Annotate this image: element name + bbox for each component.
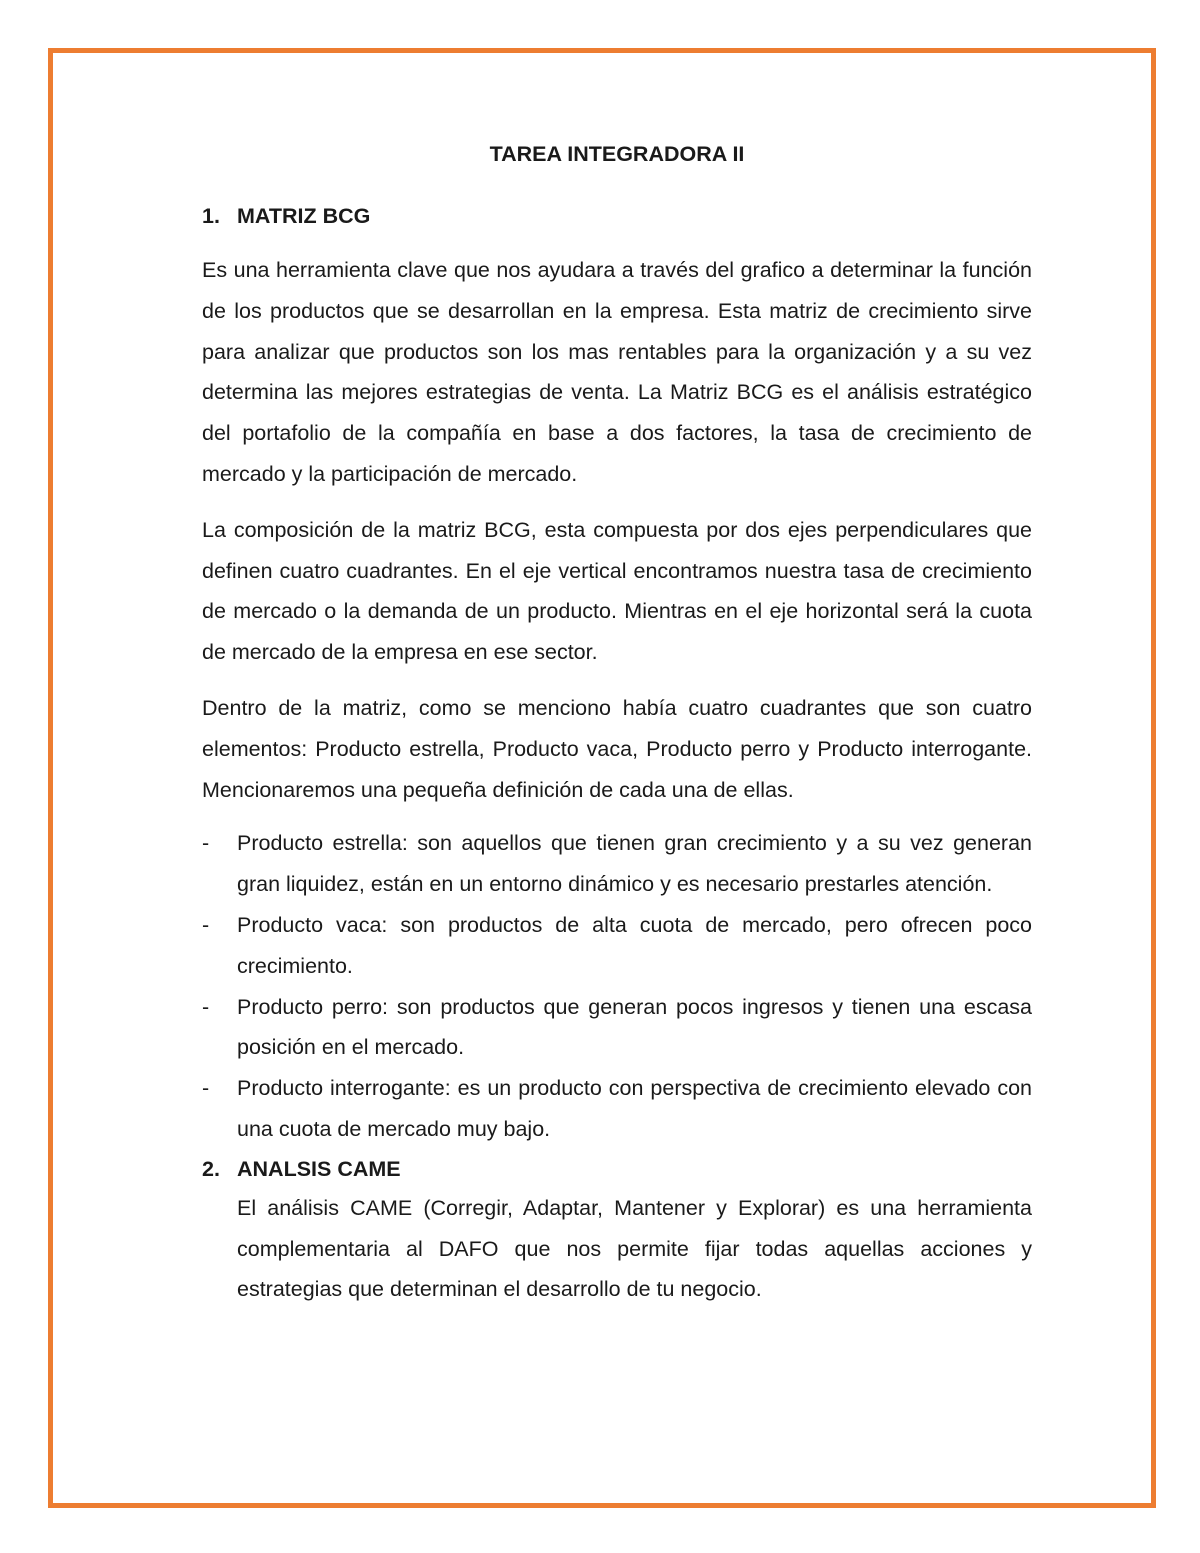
bullet-marker: -	[202, 1076, 210, 1101]
section-number: 2.	[202, 1156, 220, 1181]
bullet-marker: -	[202, 831, 210, 856]
section-heading-analisis-came	[202, 1150, 1032, 1188]
document-body	[202, 138, 1032, 1332]
list-item-text: Producto estrella: son aquellos que tienen gran crecimiento y a su vez generan gran liquidez, están en un entorno dinámico y es necesario prestarles atención.	[237, 831, 1032, 897]
section-number: 1.	[202, 204, 220, 228]
section-came	[202, 1150, 1032, 1310]
list-item-text: Producto interrogante: es un producto con perspectiva de crecimiento elevado con una cuota de mercado muy bajo.	[237, 1076, 1032, 1141]
document-title: TAREA INTEGRADORA II	[489, 142, 745, 166]
list-item	[202, 905, 1032, 987]
list-item	[202, 987, 1032, 1069]
list-item	[202, 823, 1032, 905]
bullet-marker: -	[202, 912, 210, 937]
section-heading-matriz-bcg	[202, 200, 1032, 232]
section-heading-text: ANALSIS CAME	[237, 1156, 401, 1181]
list-item-text: Producto perro: son productos que generan pocos ingresos y tienen una escasa posición en el mercado.	[237, 994, 1032, 1060]
list-item-text: Producto vaca: son productos de alta cuota de mercado, pero ofrecen poco crecimiento.	[237, 912, 1032, 978]
section-heading-text: MATRIZ BCG	[237, 204, 371, 228]
paragraph-bcg-composition: La composición de la matriz BCG, esta compuesta por dos ejes perpendiculares que definen cuatro cuadrantes. En el eje vertical encontramos nuestra tasa de crecimiento de mercado o la demanda de un producto. Mientras en el eje horizontal será la cuota de mercado de la empresa en ese sector.	[202, 517, 1032, 665]
paragraph-bcg-quadrants: Dentro de la matriz, como se menciono había cuatro cuadrantes que son cuatro elementos: Producto estrella, Producto vaca, Producto perro y Producto interrogante. Mencionaremos una pequeña definición de cada una de ellas.	[202, 695, 1032, 802]
paragraph-came: El análisis CAME (Corregir, Adaptar, Mantener y Explorar) es una herramienta complementaria al DAFO que nos permite fijar todas aquellas acciones y estrategias que determinan el desarrollo de tu negocio.	[237, 1195, 1032, 1302]
bullet-list-products	[202, 823, 1032, 1149]
paragraph-bcg-intro: Es una herramienta clave que nos ayudara a través del grafico a determinar la función de los productos que se desarrollan en la empresa. Esta matriz de crecimiento sirve para analizar que productos son los mas rentables para la organización y a su vez determina las mejores estrategias de venta. La Matriz BCG es el análisis estratégico del portafolio de la compañía en base a dos factores, la tasa de crecimiento de mercado y la participación de mercado.	[202, 258, 1032, 486]
list-item	[202, 1068, 1032, 1150]
bullet-marker: -	[202, 994, 210, 1019]
